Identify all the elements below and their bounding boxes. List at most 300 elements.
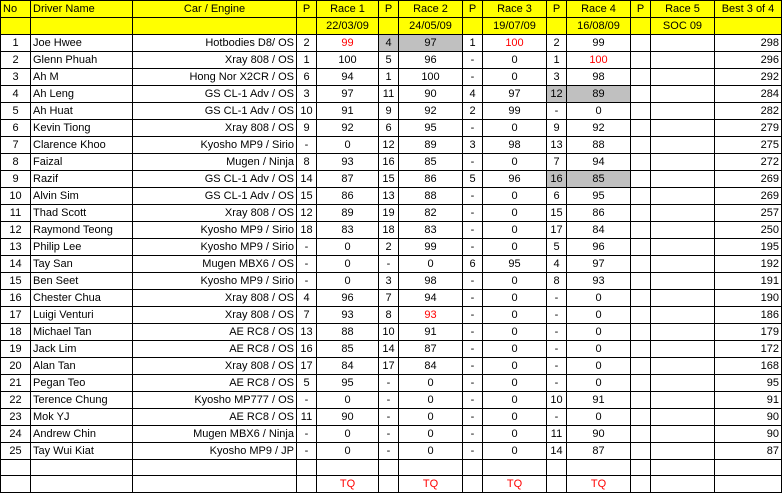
cell-race2-points[interactable]: 91: [399, 324, 463, 341]
race3-tq[interactable]: TQ: [483, 476, 547, 493]
cell-race2-position[interactable]: 17: [379, 358, 399, 375]
header-race1[interactable]: Race 1: [317, 1, 379, 18]
cell-race2-position[interactable]: 11: [379, 86, 399, 103]
cell-best-3-of-4[interactable]: 87: [715, 443, 782, 460]
cell-race4-position[interactable]: -: [547, 341, 567, 358]
empty-cell[interactable]: [631, 476, 651, 493]
cell-race2-position[interactable]: 15: [379, 171, 399, 188]
cell-race1-position[interactable]: 5: [297, 375, 317, 392]
cell-race2-position[interactable]: 19: [379, 205, 399, 222]
cell-race3-points[interactable]: 0: [483, 392, 547, 409]
cell-race3-points[interactable]: 95: [483, 256, 547, 273]
cell-race3-points[interactable]: 0: [483, 205, 547, 222]
cell-driver-name[interactable]: Ah Huat: [31, 103, 133, 120]
cell-race2-points[interactable]: 84: [399, 358, 463, 375]
empty-cell[interactable]: [133, 476, 297, 493]
cell-race1-position[interactable]: 16: [297, 341, 317, 358]
cell-car-engine[interactable]: Kyosho MP9 / Sirio: [133, 273, 297, 290]
cell-no[interactable]: 18: [1, 324, 31, 341]
cell-race5-points[interactable]: [651, 324, 715, 341]
cell-driver-name[interactable]: Philip Lee: [31, 239, 133, 256]
cell-race1-position[interactable]: 15: [297, 188, 317, 205]
empty-cell[interactable]: [631, 460, 651, 476]
cell-car-engine[interactable]: Mugen MBX6 / OS: [133, 256, 297, 273]
cell-race5-position[interactable]: [631, 171, 651, 188]
cell-driver-name[interactable]: Luigi Venturi: [31, 307, 133, 324]
cell-no[interactable]: 15: [1, 273, 31, 290]
cell-race1-points[interactable]: 90: [317, 409, 379, 426]
cell-no[interactable]: 3: [1, 69, 31, 86]
cell-race5-position[interactable]: [631, 426, 651, 443]
empty-cell[interactable]: [297, 476, 317, 493]
cell-race4-position[interactable]: 11: [547, 426, 567, 443]
cell-race4-points[interactable]: 91: [567, 392, 631, 409]
cell-race5-position[interactable]: [631, 256, 651, 273]
cell-race2-points[interactable]: 100: [399, 69, 463, 86]
cell-race2-points[interactable]: 0: [399, 426, 463, 443]
cell-race2-position[interactable]: -: [379, 392, 399, 409]
cell-best-3-of-4[interactable]: 192: [715, 256, 782, 273]
cell-race2-points[interactable]: 0: [399, 375, 463, 392]
cell-no[interactable]: 12: [1, 222, 31, 239]
cell-race5-position[interactable]: [631, 392, 651, 409]
subheader-empty-cell[interactable]: [715, 18, 782, 35]
cell-race5-points[interactable]: [651, 239, 715, 256]
cell-race5-position[interactable]: [631, 205, 651, 222]
cell-race1-points[interactable]: 94: [317, 69, 379, 86]
cell-race4-position[interactable]: -: [547, 358, 567, 375]
cell-no[interactable]: 16: [1, 290, 31, 307]
cell-race2-position[interactable]: -: [379, 409, 399, 426]
cell-no[interactable]: 8: [1, 154, 31, 171]
cell-best-3-of-4[interactable]: 250: [715, 222, 782, 239]
cell-race5-points[interactable]: [651, 409, 715, 426]
cell-race3-points[interactable]: 0: [483, 273, 547, 290]
cell-no[interactable]: 22: [1, 392, 31, 409]
cell-race2-points[interactable]: 92: [399, 103, 463, 120]
race4-date[interactable]: 16/08/09: [567, 18, 631, 35]
cell-best-3-of-4[interactable]: 91: [715, 392, 782, 409]
cell-race2-points[interactable]: 96: [399, 52, 463, 69]
cell-race5-points[interactable]: [651, 137, 715, 154]
cell-race3-position[interactable]: 5: [463, 171, 483, 188]
cell-race1-position[interactable]: 12: [297, 205, 317, 222]
cell-race3-points[interactable]: 98: [483, 137, 547, 154]
cell-race2-position[interactable]: -: [379, 443, 399, 460]
cell-race2-points[interactable]: 83: [399, 222, 463, 239]
cell-car-engine[interactable]: Kyosho MP777 / OS: [133, 392, 297, 409]
cell-race4-position[interactable]: -: [547, 375, 567, 392]
empty-cell[interactable]: [1, 460, 31, 476]
cell-race1-position[interactable]: -: [297, 273, 317, 290]
cell-race1-position[interactable]: 2: [297, 35, 317, 52]
empty-cell[interactable]: [31, 460, 133, 476]
cell-race1-position[interactable]: 14: [297, 171, 317, 188]
cell-race3-position[interactable]: 1: [463, 35, 483, 52]
header-car-engine[interactable]: Car / Engine: [133, 1, 297, 18]
empty-cell[interactable]: [297, 460, 317, 476]
cell-car-engine[interactable]: GS CL-1 Adv / OS: [133, 171, 297, 188]
cell-race1-position[interactable]: 7: [297, 307, 317, 324]
cell-race1-points[interactable]: 0: [317, 392, 379, 409]
cell-race3-position[interactable]: -: [463, 290, 483, 307]
race3-date[interactable]: 19/07/09: [483, 18, 547, 35]
cell-race4-points[interactable]: 97: [567, 256, 631, 273]
cell-car-engine[interactable]: AE RC8 / OS: [133, 341, 297, 358]
cell-race4-position[interactable]: -: [547, 409, 567, 426]
cell-race5-points[interactable]: [651, 307, 715, 324]
empty-cell[interactable]: [651, 476, 715, 493]
cell-driver-name[interactable]: Alan Tan: [31, 358, 133, 375]
cell-race3-points[interactable]: 0: [483, 409, 547, 426]
cell-race5-position[interactable]: [631, 52, 651, 69]
cell-race4-points[interactable]: 0: [567, 358, 631, 375]
cell-race3-position[interactable]: -: [463, 273, 483, 290]
cell-race3-points[interactable]: 99: [483, 103, 547, 120]
race2-tq[interactable]: TQ: [399, 476, 463, 493]
cell-car-engine[interactable]: Kyosho MP9 / JP: [133, 443, 297, 460]
cell-race2-points[interactable]: 86: [399, 171, 463, 188]
cell-no[interactable]: 11: [1, 205, 31, 222]
cell-best-3-of-4[interactable]: 186: [715, 307, 782, 324]
cell-race5-position[interactable]: [631, 120, 651, 137]
cell-no[interactable]: 24: [1, 426, 31, 443]
cell-best-3-of-4[interactable]: 292: [715, 69, 782, 86]
header-race2[interactable]: Race 2: [399, 1, 463, 18]
cell-race5-position[interactable]: [631, 86, 651, 103]
cell-race1-position[interactable]: 1: [297, 52, 317, 69]
cell-race5-points[interactable]: [651, 35, 715, 52]
cell-driver-name[interactable]: Thad Scott: [31, 205, 133, 222]
cell-race2-points[interactable]: 0: [399, 409, 463, 426]
cell-best-3-of-4[interactable]: 282: [715, 103, 782, 120]
cell-best-3-of-4[interactable]: 191: [715, 273, 782, 290]
header-p4[interactable]: P: [547, 1, 567, 18]
cell-no[interactable]: 6: [1, 120, 31, 137]
cell-race2-position[interactable]: 14: [379, 341, 399, 358]
cell-race3-points[interactable]: 0: [483, 239, 547, 256]
cell-race3-points[interactable]: 0: [483, 324, 547, 341]
cell-race5-position[interactable]: [631, 273, 651, 290]
cell-race4-position[interactable]: -: [547, 307, 567, 324]
empty-cell[interactable]: [483, 460, 547, 476]
cell-driver-name[interactable]: Terence Chung: [31, 392, 133, 409]
cell-best-3-of-4[interactable]: 284: [715, 86, 782, 103]
cell-race2-position[interactable]: 13: [379, 188, 399, 205]
cell-race5-position[interactable]: [631, 358, 651, 375]
cell-car-engine[interactable]: Kyosho MP9 / Sirio: [133, 137, 297, 154]
cell-race3-points[interactable]: 0: [483, 52, 547, 69]
cell-race3-position[interactable]: -: [463, 154, 483, 171]
cell-driver-name[interactable]: Tay Wui Kiat: [31, 443, 133, 460]
cell-car-engine[interactable]: Xray 808 / OS: [133, 120, 297, 137]
cell-race1-points[interactable]: 0: [317, 273, 379, 290]
header-best[interactable]: Best 3 of 4: [715, 1, 782, 18]
cell-race3-position[interactable]: -: [463, 409, 483, 426]
cell-driver-name[interactable]: Michael Tan: [31, 324, 133, 341]
cell-race2-points[interactable]: 99: [399, 239, 463, 256]
cell-race1-points[interactable]: 0: [317, 137, 379, 154]
cell-driver-name[interactable]: Faizal: [31, 154, 133, 171]
cell-best-3-of-4[interactable]: 172: [715, 341, 782, 358]
cell-race4-points[interactable]: 96: [567, 239, 631, 256]
cell-race4-points[interactable]: 86: [567, 205, 631, 222]
cell-race4-position[interactable]: 8: [547, 273, 567, 290]
cell-race3-points[interactable]: 100: [483, 35, 547, 52]
empty-cell[interactable]: [651, 460, 715, 476]
cell-no[interactable]: 9: [1, 171, 31, 188]
cell-race3-position[interactable]: 3: [463, 137, 483, 154]
cell-best-3-of-4[interactable]: 195: [715, 239, 782, 256]
cell-car-engine[interactable]: Kyosho MP9 / Sirio: [133, 239, 297, 256]
cell-car-engine[interactable]: Xray 808 / OS: [133, 52, 297, 69]
cell-race4-position[interactable]: 2: [547, 35, 567, 52]
cell-race3-position[interactable]: -: [463, 443, 483, 460]
cell-race5-points[interactable]: [651, 205, 715, 222]
cell-best-3-of-4[interactable]: 279: [715, 120, 782, 137]
cell-race3-points[interactable]: 0: [483, 375, 547, 392]
cell-no[interactable]: 19: [1, 341, 31, 358]
cell-race3-position[interactable]: -: [463, 392, 483, 409]
race1-tq[interactable]: TQ: [317, 476, 379, 493]
cell-best-3-of-4[interactable]: 95: [715, 375, 782, 392]
empty-cell[interactable]: [399, 460, 463, 476]
cell-no[interactable]: 17: [1, 307, 31, 324]
cell-car-engine[interactable]: Xray 808 / OS: [133, 307, 297, 324]
cell-race2-position[interactable]: 6: [379, 120, 399, 137]
cell-race3-points[interactable]: 0: [483, 120, 547, 137]
cell-race1-points[interactable]: 84: [317, 358, 379, 375]
cell-race5-points[interactable]: [651, 120, 715, 137]
cell-race5-points[interactable]: [651, 103, 715, 120]
cell-no[interactable]: 20: [1, 358, 31, 375]
header-p5[interactable]: P: [631, 1, 651, 18]
cell-driver-name[interactable]: Joe Hwee: [31, 35, 133, 52]
cell-race4-points[interactable]: 87: [567, 443, 631, 460]
cell-race4-position[interactable]: -: [547, 103, 567, 120]
cell-car-engine[interactable]: GS CL-1 Adv / OS: [133, 86, 297, 103]
cell-race2-points[interactable]: 97: [399, 35, 463, 52]
cell-race5-points[interactable]: [651, 358, 715, 375]
cell-best-3-of-4[interactable]: 275: [715, 137, 782, 154]
cell-race4-points[interactable]: 100: [567, 52, 631, 69]
cell-race4-position[interactable]: 1: [547, 52, 567, 69]
cell-best-3-of-4[interactable]: 272: [715, 154, 782, 171]
cell-race1-position[interactable]: 18: [297, 222, 317, 239]
cell-race2-points[interactable]: 0: [399, 443, 463, 460]
cell-race2-points[interactable]: 95: [399, 120, 463, 137]
cell-race5-position[interactable]: [631, 307, 651, 324]
header-p3[interactable]: P: [463, 1, 483, 18]
cell-car-engine[interactable]: Hotbodies D8/ OS: [133, 35, 297, 52]
cell-race1-points[interactable]: 91: [317, 103, 379, 120]
cell-race2-position[interactable]: 9: [379, 103, 399, 120]
cell-race5-points[interactable]: [651, 341, 715, 358]
empty-cell[interactable]: [379, 476, 399, 493]
cell-driver-name[interactable]: Alvin Sim: [31, 188, 133, 205]
cell-race3-position[interactable]: 4: [463, 86, 483, 103]
cell-race3-points[interactable]: 0: [483, 443, 547, 460]
cell-race1-position[interactable]: -: [297, 426, 317, 443]
empty-cell[interactable]: [547, 476, 567, 493]
cell-race2-position[interactable]: 16: [379, 154, 399, 171]
cell-best-3-of-4[interactable]: 269: [715, 171, 782, 188]
cell-best-3-of-4[interactable]: 90: [715, 409, 782, 426]
cell-driver-name[interactable]: Clarence Khoo: [31, 137, 133, 154]
cell-race5-position[interactable]: [631, 409, 651, 426]
cell-race1-position[interactable]: 8: [297, 154, 317, 171]
subheader-empty-cell[interactable]: [379, 18, 399, 35]
cell-race3-position[interactable]: -: [463, 426, 483, 443]
cell-race1-points[interactable]: 0: [317, 256, 379, 273]
cell-race2-position[interactable]: 18: [379, 222, 399, 239]
cell-no[interactable]: 25: [1, 443, 31, 460]
cell-race4-points[interactable]: 90: [567, 426, 631, 443]
cell-race3-position[interactable]: -: [463, 324, 483, 341]
cell-driver-name[interactable]: Pegan Teo: [31, 375, 133, 392]
cell-race4-points[interactable]: 0: [567, 409, 631, 426]
cell-race4-points[interactable]: 0: [567, 307, 631, 324]
cell-no[interactable]: 13: [1, 239, 31, 256]
cell-race1-points[interactable]: 86: [317, 188, 379, 205]
cell-race2-position[interactable]: 12: [379, 137, 399, 154]
cell-race2-position[interactable]: 1: [379, 69, 399, 86]
empty-cell[interactable]: [463, 476, 483, 493]
cell-race1-points[interactable]: 93: [317, 307, 379, 324]
cell-driver-name[interactable]: Kevin Tiong: [31, 120, 133, 137]
cell-driver-name[interactable]: Raymond Teong: [31, 222, 133, 239]
subheader-empty-cell[interactable]: [1, 18, 31, 35]
cell-race4-position[interactable]: -: [547, 324, 567, 341]
cell-race3-points[interactable]: 97: [483, 86, 547, 103]
cell-no[interactable]: 23: [1, 409, 31, 426]
cell-race2-position[interactable]: -: [379, 426, 399, 443]
cell-race3-position[interactable]: -: [463, 307, 483, 324]
cell-race5-position[interactable]: [631, 443, 651, 460]
cell-race5-points[interactable]: [651, 443, 715, 460]
cell-race1-position[interactable]: 17: [297, 358, 317, 375]
cell-driver-name[interactable]: Tay San: [31, 256, 133, 273]
cell-race5-points[interactable]: [651, 392, 715, 409]
cell-race2-position[interactable]: 5: [379, 52, 399, 69]
cell-best-3-of-4[interactable]: 298: [715, 35, 782, 52]
cell-race5-position[interactable]: [631, 103, 651, 120]
empty-cell[interactable]: [1, 476, 31, 493]
cell-race4-position[interactable]: -: [547, 290, 567, 307]
cell-race4-position[interactable]: 6: [547, 188, 567, 205]
cell-no[interactable]: 21: [1, 375, 31, 392]
subheader-empty-cell[interactable]: [631, 18, 651, 35]
cell-no[interactable]: 14: [1, 256, 31, 273]
empty-cell[interactable]: [31, 476, 133, 493]
cell-race4-position[interactable]: 14: [547, 443, 567, 460]
cell-race3-position[interactable]: -: [463, 358, 483, 375]
cell-race4-points[interactable]: 94: [567, 154, 631, 171]
cell-race3-points[interactable]: 0: [483, 307, 547, 324]
cell-race2-points[interactable]: 89: [399, 137, 463, 154]
header-no[interactable]: No: [1, 1, 31, 18]
cell-race1-position[interactable]: 10: [297, 103, 317, 120]
subheader-empty-cell[interactable]: [463, 18, 483, 35]
race4-tq[interactable]: TQ: [567, 476, 631, 493]
cell-race2-position[interactable]: -: [379, 375, 399, 392]
header-race5[interactable]: Race 5: [651, 1, 715, 18]
cell-car-engine[interactable]: Kyosho MP9 / Sirio: [133, 222, 297, 239]
cell-race5-position[interactable]: [631, 375, 651, 392]
cell-car-engine[interactable]: Xray 808 / OS: [133, 290, 297, 307]
cell-race1-position[interactable]: 4: [297, 290, 317, 307]
cell-race5-points[interactable]: [651, 69, 715, 86]
cell-race2-position[interactable]: 10: [379, 324, 399, 341]
cell-race1-points[interactable]: 88: [317, 324, 379, 341]
subheader-empty-cell[interactable]: [297, 18, 317, 35]
cell-race4-points[interactable]: 89: [567, 86, 631, 103]
cell-race1-points[interactable]: 89: [317, 205, 379, 222]
cell-race4-points[interactable]: 88: [567, 137, 631, 154]
cell-best-3-of-4[interactable]: 168: [715, 358, 782, 375]
cell-race4-points[interactable]: 98: [567, 69, 631, 86]
cell-race5-points[interactable]: [651, 273, 715, 290]
cell-driver-name[interactable]: Mok YJ: [31, 409, 133, 426]
cell-race1-position[interactable]: -: [297, 392, 317, 409]
empty-cell[interactable]: [715, 476, 782, 493]
cell-race2-position[interactable]: 4: [379, 35, 399, 52]
cell-race4-position[interactable]: 9: [547, 120, 567, 137]
cell-driver-name[interactable]: Jack Lim: [31, 341, 133, 358]
cell-race4-position[interactable]: 4: [547, 256, 567, 273]
cell-race1-points[interactable]: 99: [317, 35, 379, 52]
cell-car-engine[interactable]: GS CL-1 Adv / OS: [133, 188, 297, 205]
cell-race1-points[interactable]: 0: [317, 239, 379, 256]
cell-race3-position[interactable]: -: [463, 120, 483, 137]
cell-car-engine[interactable]: Xray 808 / OS: [133, 358, 297, 375]
cell-car-engine[interactable]: Mugen MBX6 / Ninja: [133, 426, 297, 443]
cell-race3-position[interactable]: -: [463, 222, 483, 239]
cell-car-engine[interactable]: AE RC8 / OS: [133, 375, 297, 392]
cell-driver-name[interactable]: Razif: [31, 171, 133, 188]
cell-race4-points[interactable]: 85: [567, 171, 631, 188]
cell-race4-points[interactable]: 0: [567, 290, 631, 307]
cell-race1-points[interactable]: 87: [317, 171, 379, 188]
cell-race5-position[interactable]: [631, 239, 651, 256]
empty-cell[interactable]: [547, 460, 567, 476]
cell-best-3-of-4[interactable]: 179: [715, 324, 782, 341]
cell-race5-points[interactable]: [651, 171, 715, 188]
cell-race1-points[interactable]: 92: [317, 120, 379, 137]
cell-car-engine[interactable]: Xray 808 / OS: [133, 205, 297, 222]
cell-best-3-of-4[interactable]: 257: [715, 205, 782, 222]
cell-driver-name[interactable]: Ben Seet: [31, 273, 133, 290]
cell-race3-position[interactable]: 2: [463, 103, 483, 120]
cell-race5-position[interactable]: [631, 35, 651, 52]
cell-race3-position[interactable]: -: [463, 341, 483, 358]
cell-race4-position[interactable]: 10: [547, 392, 567, 409]
cell-race4-points[interactable]: 0: [567, 324, 631, 341]
cell-race1-points[interactable]: 93: [317, 154, 379, 171]
cell-race5-position[interactable]: [631, 222, 651, 239]
cell-race5-position[interactable]: [631, 154, 651, 171]
cell-driver-name[interactable]: Glenn Phuah: [31, 52, 133, 69]
header-race4[interactable]: Race 4: [567, 1, 631, 18]
empty-cell[interactable]: [379, 460, 399, 476]
cell-race5-points[interactable]: [651, 52, 715, 69]
cell-driver-name[interactable]: Chester Chua: [31, 290, 133, 307]
cell-race3-points[interactable]: 0: [483, 341, 547, 358]
cell-best-3-of-4[interactable]: 269: [715, 188, 782, 205]
cell-car-engine[interactable]: AE RC8 / OS: [133, 409, 297, 426]
cell-car-engine[interactable]: AE RC8 / OS: [133, 324, 297, 341]
empty-cell[interactable]: [317, 460, 379, 476]
